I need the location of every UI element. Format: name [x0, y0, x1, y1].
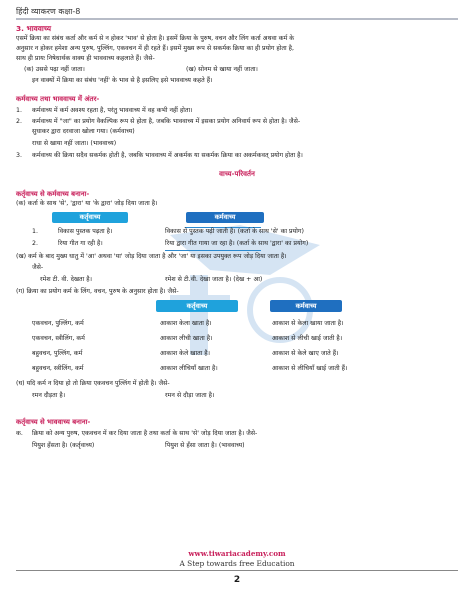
table-cell-karm: आकाश से लीचियाँ खाई जाती हैं। [272, 365, 348, 372]
rule-text: क्रिया को अन्य पुरुष, एकवचन में कर दिया जाता है तथा कर्ता के साथ 'से' जोड़ दिया जाता है। जैसे- [32, 430, 258, 437]
table-row-label: बहुवचन, स्त्रीलिंग, कर्म [32, 365, 84, 372]
list-item: कर्मवाच्य की क्रिया सदैव सकर्मक होती है, जबकि भाववाच्य में अकर्मक या सकर्मक क्रिया का अकर्मकवत् प्रयोग होता है। [32, 152, 303, 159]
table-row-label: एकवचन, स्त्रीलिंग, कर्म [32, 335, 85, 342]
example-text: (क) उससे पढ़ा नहीं जाता। [24, 66, 85, 73]
paragraph-line: एसमें क्रिया का संबंध कर्ता और कर्म से न होकर 'भाव' से होता है। इसमें क्रिया के पुरुष, वचन और लिंग कर्ता अथवा कर्म के [16, 35, 295, 42]
table-cell-kartri: आकाश लीचियाँ खाता है। [160, 365, 218, 372]
rule-text: जैसे- [32, 264, 44, 271]
section-heading-antar: कर्मवाच्य तथा भाववाच्य में अंतर- [16, 95, 100, 103]
list-item: कर्मवाच्य में "जा" का प्रयोग वैकल्पिक रूप से होता है, जबकि भाववाच्य में इसका प्रयोग अनिवार्य रूप से होता है। जैसे- [32, 118, 301, 125]
note-text: इन वाक्यों में क्रिया का संबंध 'नहीं' के भाव से है इसलिए इसे भाववाच्य कहते हैं। [32, 77, 213, 84]
karm-example: रमन से दौड़ा जाता है। [165, 392, 215, 399]
list-number: 3. [16, 152, 23, 159]
rule-text: (घ) यदि कर्म न दिया हो तो क्रिया एकवचन पुल्लिंग में होती है। जैसे- [16, 380, 170, 387]
row-number: 2. [32, 240, 39, 247]
kartri-example: रिया गीत गा रही है। [58, 240, 103, 247]
table-cell-karm: आकाश से केला खाया जाता है। [272, 320, 344, 327]
kartri-example: पियुश हँसता है। (कर्तृवाच्य) [32, 442, 95, 449]
header-title: हिंदी व्याकरण कक्षा-8 [16, 7, 81, 16]
karmvachya-header: कर्मवाच्य [270, 300, 342, 312]
section-heading-kartri-karm: कर्तृवाच्य से कर्मवाच्य बनाना- [16, 190, 90, 198]
page-number: 2 [233, 575, 241, 585]
bhav-example: पियुश से हँसा जाता है। (भाववाच्य) [165, 442, 245, 449]
list-number: 2. [16, 118, 23, 125]
underline [165, 250, 261, 251]
section-heading-bhavvachya: 3. भाववाच्य [16, 24, 51, 33]
table-cell-karm: आकाश से केले खाए जाते हैं। [272, 350, 339, 357]
rule-text: (क) कर्ता के साथ 'से', 'द्वारा' या 'के द्वारा' जोड़ दिया जाता है। [16, 200, 158, 207]
table-cell-kartri: आकाश केला खाता है। [160, 320, 212, 327]
footer-tagline: A Step towards free Education [179, 559, 295, 568]
rule-text: (ग) क्रिया का प्रयोग कर्म के लिंग, वचन, पुरुष के अनुसार होता है। जैसे- [16, 288, 179, 295]
kartri-example: विकास पुस्तक पढ़ता है। [58, 228, 113, 235]
table-row-label: बहुवचन, पुल्लिंग, कर्म [32, 350, 83, 357]
table-cell-kartri: आकाश केले खाता है। [160, 350, 211, 357]
paragraph-line: साथ ही प्रायः निषेधार्थक वाक्य ही भाववाच्य कहलाते हैं। जैसे- [16, 55, 155, 62]
example-text: (ख) सोनम से खाया नहीं जाता। [186, 66, 258, 73]
table-row-label: एकवचन, पुल्लिंग, कर्म [32, 320, 84, 327]
footer-url: www.tiwariacademy.com [188, 549, 286, 558]
row-number: 1. [32, 228, 39, 235]
kartri-example: रमन दौड़ता है। [32, 392, 66, 399]
footer-divider [16, 570, 458, 571]
list-item: कर्मवाच्य में कर्म अवश्य रहता है, परंतु भाववाच्य में वह कभी नहीं होता। [32, 107, 193, 114]
karmvachya-header: कर्मवाच्य [186, 212, 264, 223]
list-number: क. [16, 430, 23, 437]
kartrivachya-header: कर्तृवाच्य [52, 212, 128, 223]
center-title: वाच्य-परिवर्तन [219, 170, 255, 178]
table-cell-karm: आकाश से लीची खाई जाती है। [272, 335, 343, 342]
karm-example: रमेश से टी.वी. देखा जाता है। (देख + आ) [165, 276, 263, 283]
table-cell-kartri: आकाश लीची खाता है। [160, 335, 213, 342]
list-number: 1. [16, 107, 23, 114]
karm-example: रिया द्वारा गीत गाया जा रहा है। (कर्ता के साथ 'द्वारा' का प्रयोग) [165, 240, 309, 247]
karm-example: विकास से पुस्तक पढ़ी जाती है। (कर्ता के साथ 'से' का प्रयोग) [165, 228, 304, 235]
paragraph-line: अनुसार न होकर हमेशा अन्य पुरुष, पुल्लिंग, एकवचन में ही रहते हैं। इसमें मुख्य रूप से सकर्मक क्रिया का ही प्रयोग होता है, [16, 45, 294, 52]
example-text: सुधाकर द्वारा दरवाजा खोला गया। (कर्मवाच्य) [32, 128, 135, 135]
kartrivachya-header: कर्तृवाच्य [156, 300, 238, 312]
example-text: राधा से खाया नहीं जाता। (भाववाच्य) [32, 140, 117, 147]
section-heading-kartri-bhav: कर्तृवाच्य से भाववाच्य बनाना- [16, 418, 91, 426]
kartri-example: रमेश टी. वी. देखता है। [40, 276, 93, 283]
rule-text: (ख) कर्म के बाद मुख्य धातु में 'आ' अथवा 'या' जोड़ दिया जाता है और 'जा' या इसका उपयुक्त रूप जोड़ दिया जाता है। [16, 253, 287, 260]
header-divider [16, 18, 458, 20]
